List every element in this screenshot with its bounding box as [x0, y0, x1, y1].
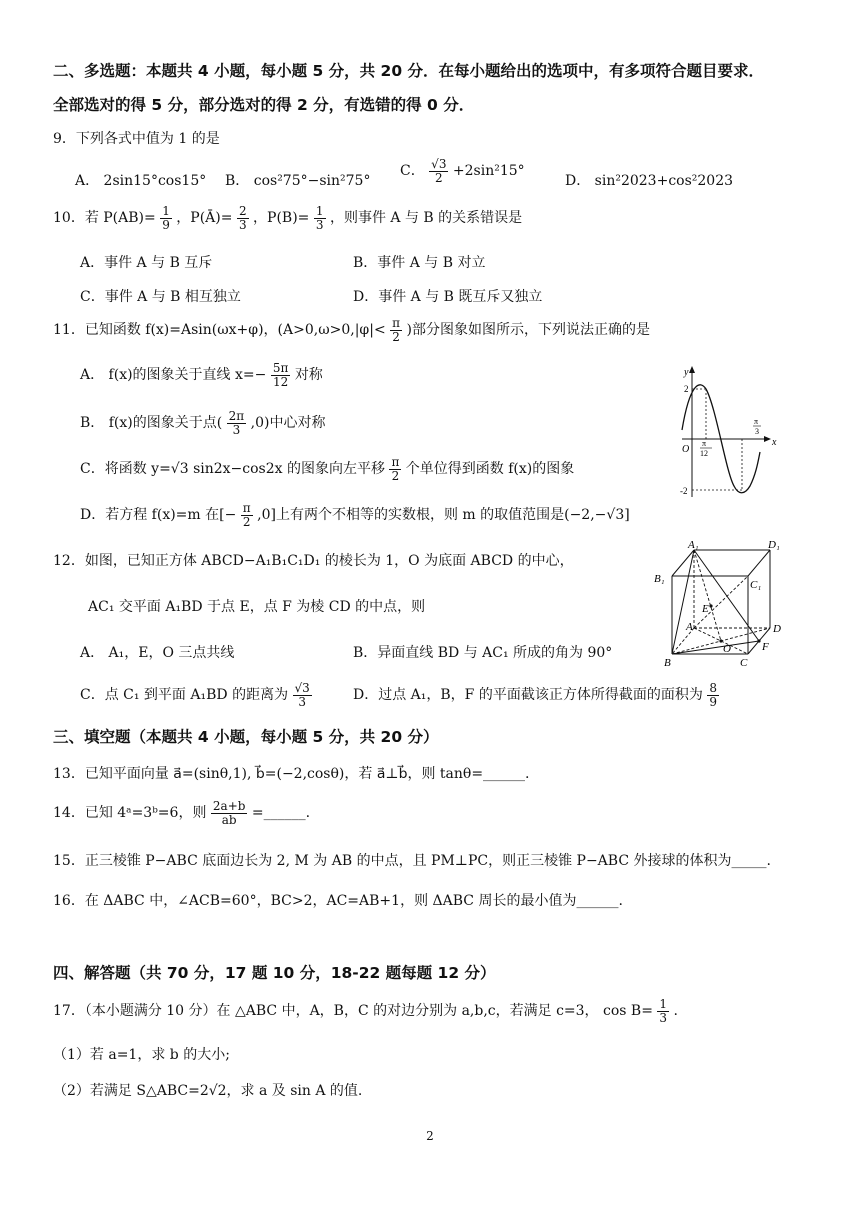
label-a1: A₁ [688, 539, 699, 551]
q10-f2-den: 3 [238, 217, 247, 232]
q11-d-frac [241, 502, 253, 528]
q10-option-d: D．事件 A 与 B 既互斥又独立 [353, 289, 543, 305]
section3-header: 三、填空题（本题共 4 小题，每小题 5 分，共 20 分） [53, 728, 439, 746]
q17-part1: （1）若 a=1，求 b 的大小; [53, 1047, 230, 1063]
q11-a-frac [271, 362, 291, 388]
y-axis-arrow [689, 366, 695, 373]
q12-d-text: D．过点 A₁，B，F 的平面截该正方体所得截面的面积为 [353, 687, 703, 704]
q11-c-frac [389, 456, 401, 482]
q14-text [53, 800, 310, 826]
label-c: C [740, 657, 748, 669]
q14-suffix: =______. [251, 805, 311, 822]
q11-stem-a: 11．已知函数 f(x)=Asin(ωx+φ)，(A>0,ω>0,|φ|< [53, 322, 386, 339]
y-axis-label: y [684, 367, 689, 378]
q10-f3-den: 3 [315, 217, 324, 232]
q10-stem-b: ，P(Ā)= [176, 210, 233, 227]
q11-b-den: 3 [232, 422, 241, 437]
q11-option-d [80, 502, 630, 528]
q12-stem-line1: 12．如图，已知正方体 ABCD−A₁B₁C₁D₁ 的棱长为 1，O 为底面 ABCD 的中心， [53, 553, 574, 569]
q9-c-den: 2 [434, 170, 443, 185]
section4-header: 四、解答题（共 70 分，17 题 10 分，18-22 题每题 12 分） [53, 964, 496, 982]
q12-option-d [353, 682, 719, 708]
q11-a-num: 5π [272, 361, 289, 375]
q11-b-num: 2π [228, 409, 245, 423]
q11-c-text: C．将函数 y=√3 sin2x−cos2x 的图象向左平移 [80, 461, 385, 478]
q10-stem-d: ，则事件 A 与 B 的关系错误是 [329, 210, 523, 227]
q11-a-den: 12 [272, 374, 289, 389]
origin-label: O [682, 444, 690, 455]
page-number: 2 [426, 1129, 434, 1143]
q10-frac2 [237, 205, 249, 231]
q10-frac1 [160, 205, 172, 231]
q11-d-text: D．若方程 f(x)=m 在[− [80, 507, 237, 524]
q10-stem [53, 205, 522, 231]
label-o: O [723, 643, 731, 655]
q11-b-tail: ,0)中心对称 [250, 415, 326, 432]
q17-stem-a: 17．（本小题满分 10 分）在 △ABC 中，A，B，C 的对边分别为 a,b,c，若满足 c=3， cos B= [53, 1003, 653, 1020]
section2-header-line1: 二、多选题：本题共 4 小题，每小题 5 分，共 20 分．在每小题给出的选项中，有多项符合题目要求． [53, 62, 765, 80]
label-d1: D₁ [768, 539, 780, 551]
sine-graph-figure [672, 362, 782, 502]
q13-text: 13．已知平面向量 a⃗=(sinθ,1), b⃗=(−2,cosθ)，若 a⃗⊥b⃗，则 tanθ=______. [53, 766, 530, 782]
q17-part2: （2）若满足 S△ABC=2√2，求 a 及 sin A 的值. [53, 1083, 363, 1099]
q10-frac3 [314, 205, 326, 231]
q11-c-den: 2 [391, 468, 400, 483]
q15-text: 15．正三棱锥 P−ABC 底面边长为 2, M 为 AB 的中点，且 PM⊥PC，则正三棱锥 P−ABC 外接球的体积为_____. [53, 853, 771, 869]
q10-f1-den: 9 [162, 217, 170, 232]
section2-header-line2: 全部选对的得 5 分，部分选对的得 2 分，有选错的得 0 分． [53, 96, 475, 114]
q12-c-num: √3 [294, 681, 310, 695]
q11-c-tail: 个单位得到函数 f(x)的图象 [405, 461, 575, 478]
q12-option-b: B．异面直线 BD 与 AC₁ 所成的角为 90° [353, 645, 613, 661]
q14-den: ab [221, 812, 237, 827]
q16-text: 16．在 ΔABC 中，∠ACB=60°，BC>2，AC=AB+1，则 ΔABC 周长的最小值为______. [53, 893, 623, 909]
label-e: E [702, 603, 709, 615]
q10-option-b: B．事件 A 与 B 对立 [353, 255, 486, 271]
q17-stem-b: . [673, 1003, 678, 1020]
tick-b-den: 3 [755, 427, 759, 436]
q12-c-den: 3 [298, 694, 306, 709]
tick-a-num: π [702, 439, 707, 448]
q11-stem [53, 317, 650, 343]
q14-num: 2a+b [212, 799, 246, 813]
x-axis-label: x [772, 437, 777, 448]
q11-b-text: B． f(x)的图象关于点( [80, 415, 223, 432]
label-b: B [664, 657, 671, 669]
q12-stem-line2: AC₁ 交平面 A₁BD 于点 E，点 F 为棱 CD 的中点，则 [88, 599, 426, 615]
q11-d-num: π [242, 501, 251, 515]
x-axis-arrow [764, 436, 771, 442]
q12-d-num: 8 [709, 681, 717, 695]
q11-a-text: A． f(x)的图象关于直线 x=− [80, 367, 267, 384]
q12-c-text: C．点 C₁ 到平面 A₁BD 的距离为 [80, 687, 289, 704]
cube-figure [652, 538, 792, 670]
q9-option-c-fraction [429, 158, 448, 184]
point-e [709, 604, 712, 607]
q9-option-c-prefix: C． [400, 163, 425, 180]
q17-frac [657, 998, 669, 1024]
q17-den: 3 [659, 1010, 668, 1025]
q11-d-den: 2 [242, 514, 251, 529]
q9-c-num: √3 [431, 157, 447, 171]
q11-option-b [80, 410, 325, 436]
tick-b-num: π [754, 417, 759, 426]
q9-option-d: D． sin²2023+cos²2023 [565, 173, 734, 189]
y-max-label: 2 [684, 384, 689, 394]
q10-option-a: A．事件 A 与 B 互斥 [80, 255, 213, 271]
q12-d-den: 9 [709, 694, 717, 709]
y-min-label: -2 [680, 486, 688, 496]
q9-option-c [400, 158, 525, 184]
q11-d-tail: ,0]上有两个不相等的实数根，则 m 的取值范围是(−2,−√3] [257, 507, 630, 524]
q17-stem [53, 998, 678, 1024]
q17-num: 1 [659, 997, 668, 1011]
q11-a-tail: 对称 [294, 367, 323, 384]
q12-option-a: A． A₁，E，O 三点共线 [80, 645, 235, 661]
q11-stem-frac [390, 317, 402, 343]
q12-d-frac [707, 682, 719, 708]
q9-option-c-suffix: +2sin²15° [452, 163, 525, 180]
label-f: F [762, 641, 769, 653]
q12-c-frac [293, 682, 312, 708]
q11-stem-num: π [392, 316, 401, 330]
label-c1: C₁ [750, 579, 762, 591]
q11-option-a [80, 362, 323, 388]
q10-stem-a: 10．若 P(AB)= [53, 210, 156, 227]
q11-stem-den: 2 [392, 329, 400, 344]
tick-a-den: 12 [700, 449, 708, 458]
q11-stem-b: )部分图象如图所示，下列说法正确的是 [406, 322, 650, 339]
q11-c-num: π [391, 455, 400, 469]
q10-f3-num: 1 [315, 204, 324, 218]
q14-prefix: 14．已知 4ᵃ=3ᵇ=6，则 [53, 805, 207, 822]
q10-stem-c: ，P(B)= [253, 210, 310, 227]
label-b1: B₁ [654, 573, 665, 585]
q11-option-c [80, 456, 574, 482]
q9-stem: 9．下列各式中值为 1 的是 [53, 131, 220, 147]
q12-option-c [80, 682, 312, 708]
q10-f1-num: 1 [162, 204, 170, 218]
q14-frac [211, 800, 248, 826]
q9-option-b: B． cos²75°−sin²75° [225, 173, 371, 189]
point-f [757, 639, 760, 642]
label-a: A [686, 621, 693, 633]
q10-option-c: C．事件 A 与 B 相互独立 [80, 289, 241, 305]
q11-b-frac [227, 410, 247, 436]
label-d: D [773, 623, 781, 635]
q10-f2-num: 2 [238, 204, 247, 218]
q9-option-a: A． 2sin15°cos15° [75, 173, 207, 189]
